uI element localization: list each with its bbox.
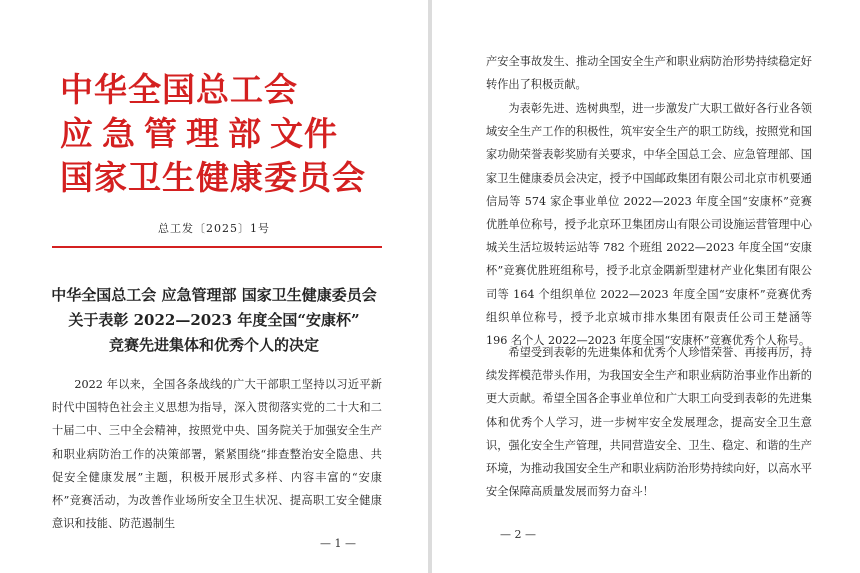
title-line-1: 中华全国总工会 应急管理部 国家卫生健康委员会: [51, 286, 377, 304]
issuer-line-2-name: 应急管理部: [60, 114, 270, 153]
body-paragraph-3: 希望受到表彰的先进集体和优秀个人珍惜荣誉、再接再厉，持续发挥模范带头作用，为我国安全生产和职业病防治事业作出新的更大贡献。希望全国各企事业单位和广大职工向受到表彰的先进集体和优秀个人学习，进一步树牢安全发展理念，提高安全卫生意识，强化安全生产管理，共同营造安全、卫生、稳定、和谐的生产环境，为推动我国安全生产和职业病防治形势持续向好，以高水平安全保障高质量发展而努力奋斗！: [486, 346, 812, 499]
issuer-line-1: 中华全国总工会: [60, 70, 298, 109]
issuer-header: [60, 68, 380, 200]
issuer-line-2: [60, 112, 380, 156]
body-paragraph-2: 为表彰先进、选树典型，进一步激发广大职工做好各行业各领域安全生产工作的积极性，筑牢安全生产的职工防线，按照党和国家功勋荣誉表彰奖励有关要求，中华全国总工会、应急管理部、国家卫生健康委员会决定，授予中国邮政集团有限公司北京市机要通信局等 574 家企事业单位 2022—2023 年度全国“安康杯”竞赛优胜单位称号，授予北京环卫集团房山有限公司设施运营管理中心城关生活垃圾转运站等 782 个班组 2022—2023 年度全国“安康杯”竞赛优胜班组称号，授予北京金隅新型建材产业化集团有限公司等 164 个组织单位 2022—2023 年度全国“安康杯”竞赛优秀组织单位称号，授予北京城市排水集团有限责任公司王楚涵等 196 名个人 2022—2023 年度全国“安康杯”竞赛优秀个人称号。: [486, 102, 812, 348]
title-line-2: 关于表彰 2022—2023 年度全国“安康杯”: [68, 311, 360, 329]
page-number-1: — 1 —: [320, 537, 356, 550]
body-paragraph-continued: 产安全事故发生、推动全国安全生产和职业病防治形势持续稳定好转作出了积极贡献。: [486, 55, 812, 92]
page-number-2: — 2 —: [500, 528, 536, 541]
document-number: 总工发〔2025〕1号: [158, 222, 270, 235]
document-title: [40, 283, 388, 358]
document-type-label: 文件: [270, 114, 338, 153]
title-line-3: 竞赛先进集体和优秀个人的决定: [108, 336, 319, 354]
red-separator-line: [52, 246, 382, 248]
issuer-line-3: 国家卫生健康委员会: [60, 158, 366, 197]
body-paragraph-1: 2022 年以来，全国各条战线的广大干部职工坚持以习近平新时代中国特色社会主义思想为指导，深入贯彻落实党的二十大和二十届二中、三中全会精神，按照党中央、国务院关于加强安全生产和职业病防治工作的决策部署，紧紧围绕“排查整治安全隐患、共促安全健康发展”主题，积极开展形式多样、内容丰富的“安康杯”竞赛活动，为改善作业场所安全卫生状况、提高职工安全健康意识和技能、防范遏制生: [52, 378, 382, 531]
